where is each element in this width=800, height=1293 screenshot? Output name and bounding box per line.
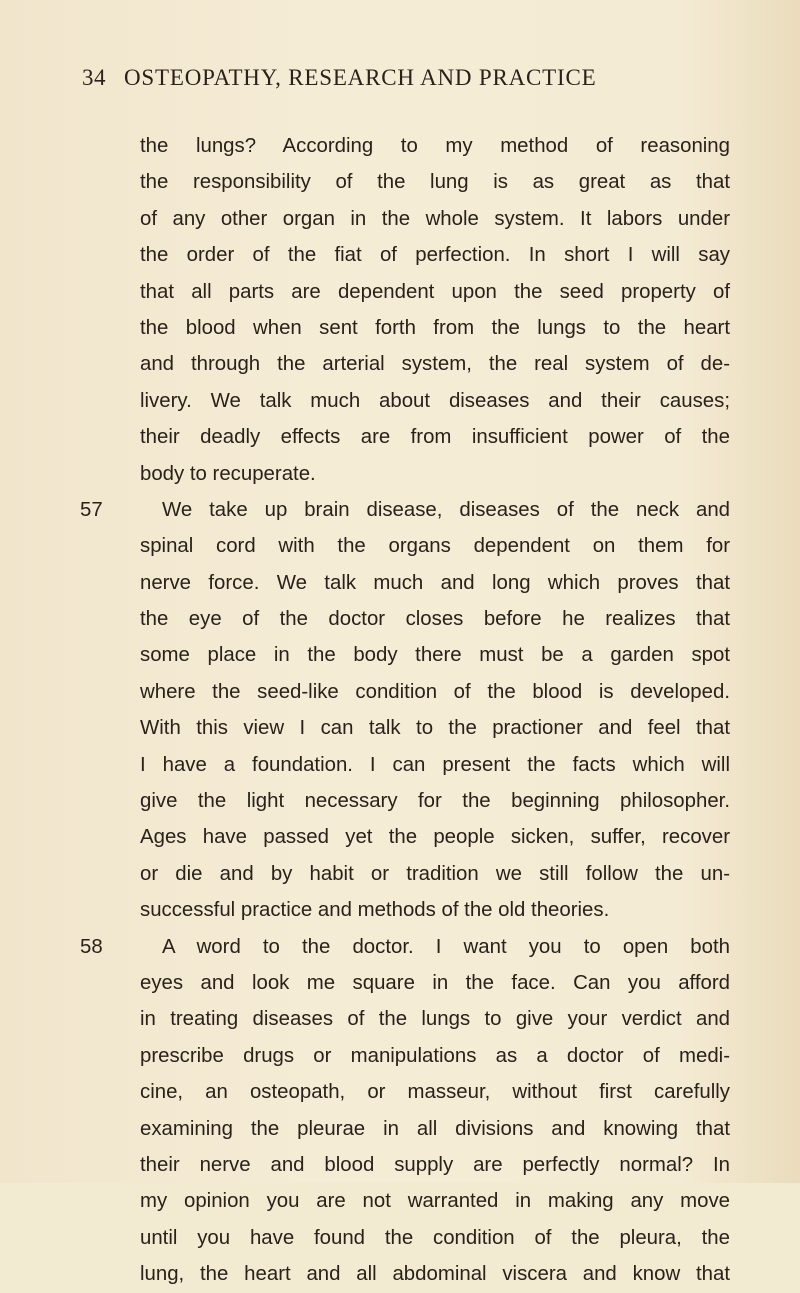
text-line: A word to the doctor. I want you to open both <box>162 935 730 958</box>
text-line: their deadly effects are from insufficient power of the <box>140 426 730 449</box>
text-line: the lungs? According to my method of reasoning <box>140 135 730 157</box>
paragraph-number: 57 <box>80 498 103 521</box>
text-line: body to recuperate. <box>140 462 316 485</box>
text-line: the blood when sent forth from the lungs to the heart <box>140 316 730 339</box>
body-text <box>80 128 730 1293</box>
text-line: Ages have passed yet the people sicken, suffer, recover <box>140 826 730 849</box>
paragraph-58 <box>80 929 730 1293</box>
text-line: their nerve and blood supply are perfectly normal? In <box>140 1153 730 1176</box>
paragraph-57 <box>80 492 730 929</box>
text-line: spinal cord with the organs dependent on them for <box>140 535 730 558</box>
text-line: the eye of the doctor closes before he realizes that <box>140 608 730 631</box>
text-line: the responsibility of the lung is as great as that <box>140 171 730 194</box>
text-line: some place in the body there must be a garden spot <box>140 644 730 667</box>
text-line: With this view I can talk to the practioner and feel that <box>140 717 730 740</box>
text-line: We take up brain disease, diseases of the neck and <box>162 498 730 521</box>
text-line: of any other organ in the whole system. It labors under <box>140 207 730 230</box>
text-line: successful practice and methods of the old theories. <box>140 899 610 922</box>
page-number: 34 <box>82 65 106 90</box>
paragraph-continued <box>140 128 730 492</box>
text-line: give the light necessary for the beginning philosopher. <box>140 790 730 813</box>
text-line: prescribe drugs or manipulations as a doctor of medi- <box>140 1044 730 1067</box>
text-line: that all parts are dependent upon the seed property of <box>140 280 730 303</box>
running-head: OSTEOPATHY, RESEARCH AND PRACTICE <box>124 65 597 90</box>
text-line: or die and by habit or tradition we still follow the un- <box>140 862 730 885</box>
text-line: and through the arterial system, the real system of de- <box>140 353 730 376</box>
text-line: nerve force. We talk much and long which proves that <box>140 571 730 594</box>
text-line: eyes and look me square in the face. Can you afford <box>140 971 730 994</box>
text-line: the order of the fiat of perfection. In short I will say <box>140 244 730 267</box>
text-line: cine, an osteopath, or masseur, without first carefully <box>140 1081 730 1104</box>
text-line: in treating diseases of the lungs to give your verdict and <box>140 1008 730 1031</box>
text-line: I have a foundation. I can present the facts which will <box>140 753 730 776</box>
text-line: my opinion you are not warranted in making any move <box>140 1190 730 1213</box>
text-line: examining the pleurae in all divisions and knowing that <box>140 1117 730 1140</box>
text-line: lung, the heart and all abdominal viscera and know that <box>140 1263 730 1286</box>
text-line: until you have found the condition of the pleura, the <box>140 1226 730 1249</box>
paragraph-number: 58 <box>80 935 103 958</box>
page-header <box>82 65 702 99</box>
text-line: where the seed-like condition of the blood is developed. <box>140 680 730 703</box>
text-line: livery. We talk much about diseases and their causes; <box>140 389 730 412</box>
